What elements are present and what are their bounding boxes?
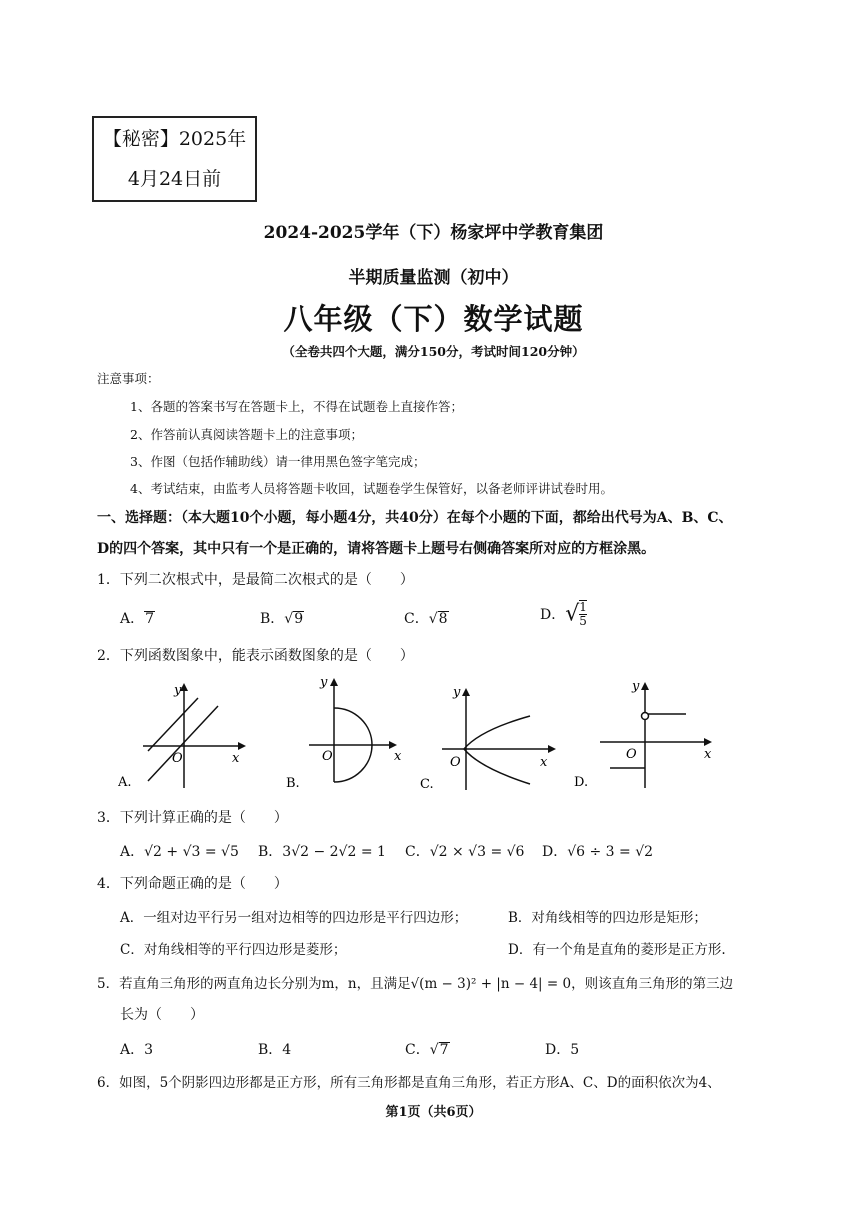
q5-option-b: B．4 [258,1042,292,1058]
q3-option-a: A．√2 + √3 = √5 [120,844,239,860]
q5-option-d: D．5 [545,1042,580,1058]
page-footer: 第1页（共6页） [385,1105,482,1120]
open-dot [642,713,649,720]
note-item: 4、考试结束，由监考人员将答题卡收回，试题卷学生保管好，以备老师评讲试卷时用。 [130,481,613,496]
origin-label: O [450,755,461,770]
line-1 [148,706,218,781]
option-label: C． [405,1042,430,1058]
question-4-stem: 4．下列命题正确的是（ ） [97,876,288,892]
graph-label: A. [118,775,132,790]
fraction-denominator: 5 [579,614,587,629]
confidential-line-1: 【秘密】2025年 [102,128,247,150]
school-title: 2024-2025学年（下）杨家坪中学教育集团 [263,223,604,243]
confidential-stamp [92,116,257,202]
paper-title: 八年级（下）数学试题 [283,302,584,336]
q3-option-c: C．√2 × √3 = √6 [405,844,525,860]
option-label: C． [404,611,429,627]
origin-label: O [172,751,183,766]
radical: 7 [439,1042,449,1058]
x-label: x [540,755,548,770]
y-arrow-icon [462,688,470,696]
y-arrow-icon [641,682,649,690]
x-arrow-icon [704,738,712,746]
graph-label: D. [574,775,589,790]
option-label: D． [540,607,566,624]
x-label: x [704,747,712,762]
line-2 [148,698,198,751]
graph-b [284,670,414,796]
y-label: y [453,685,461,700]
graph-label: C. [420,777,434,792]
confidential-line-2: 4月24日前 [127,168,222,190]
option-label: A． [120,611,145,627]
graph-d [572,676,717,796]
q3-option-b: B．3√2 − 2√2 = 1 [258,844,386,860]
question-5-stem-cont: 长为（ ） [120,1007,204,1023]
fraction-numerator: 1 [579,600,587,614]
x-arrow-icon [389,741,397,749]
y-label: y [320,675,328,690]
question-5-stem: 5．若直角三角形的两直角边长分别为m，n，且满足√(m − 3)² + |n − 4| = 0，则该直角三角形的第三边 [97,976,734,992]
note-item: 1、各题的答案书写在答题卡上，不得在试题卷上直接作答； [130,399,463,414]
x-arrow-icon [548,745,556,753]
question-3-stem: 3．下列计算正确的是（ ） [97,810,288,826]
section-heading: 一、选择题：（本大题10个小题，每小题4分，共40分）在每个小题的下面，都给出代号为A、B、C、 [97,510,733,526]
q5-option-a: A．3 [120,1042,154,1058]
question-2-stem: 2．下列函数图象中，能表示函数图象的是（ ） [97,648,414,664]
graph-c [420,682,560,796]
q3-option-d: D．√6 ÷ 3 = √2 [542,844,654,860]
y-arrow-icon [330,678,338,686]
note-item: 2、作答前认真阅读答题卡上的注意事项； [130,427,363,442]
parabola [464,716,530,784]
exam-info: （全卷共四个大题，满分150分，考试时间120分钟） [282,344,585,359]
x-arrow-icon [238,742,246,750]
q1-option-d: D．√ $\frac{1}{5}$ [540,600,587,629]
question-1-stem: 1．下列二次根式中，是最简二次根式的是（ ） [97,572,414,588]
q1-option-a [120,608,155,628]
radical: 8 [438,611,448,627]
y-label: y [174,683,182,698]
q1-option-b: B．√9 [260,611,304,627]
q4-option-a: A．一组对边平行另一组对边相等的四边形是平行四边形； [120,910,468,926]
graph-a [118,676,253,796]
note-item: 3、作图（包括作辅助线）请一律用黑色签字笔完成； [130,454,426,469]
question-6-stem: 6．如图，5个阴影四边形都是正方形，所有三角形都是直角三角形，若正方形A、C、D的面积依次为4、 [97,1075,721,1091]
radical: 7 [145,611,155,627]
q4-option-d: D．有一个角是直角的菱形是正方形. [508,942,726,958]
q4-option-b: B．对角线相等的四边形是矩形； [508,910,707,926]
option-label: B． [260,611,285,627]
origin-label: O [322,749,333,764]
origin-label: O [626,747,637,762]
x-label: x [394,749,402,764]
section-heading-cont: D的四个答案，其中只有一个是正确的，请将答题卡上题号右侧确答案所对应的方框涂黑。 [97,541,656,557]
radical: 9 [294,611,304,627]
q4-option-c: C．对角线相等的平行四边形是菱形； [120,942,347,958]
notes-heading: 注意事项： [97,371,160,386]
graph-label: B. [286,776,300,791]
x-label: x [232,751,240,766]
exam-subtitle: 半期质量监测（初中） [348,268,519,288]
q1-option-c: C．√8 [404,611,448,627]
q5-option-c: C．√7 [405,1042,449,1058]
y-label: y [632,679,640,694]
